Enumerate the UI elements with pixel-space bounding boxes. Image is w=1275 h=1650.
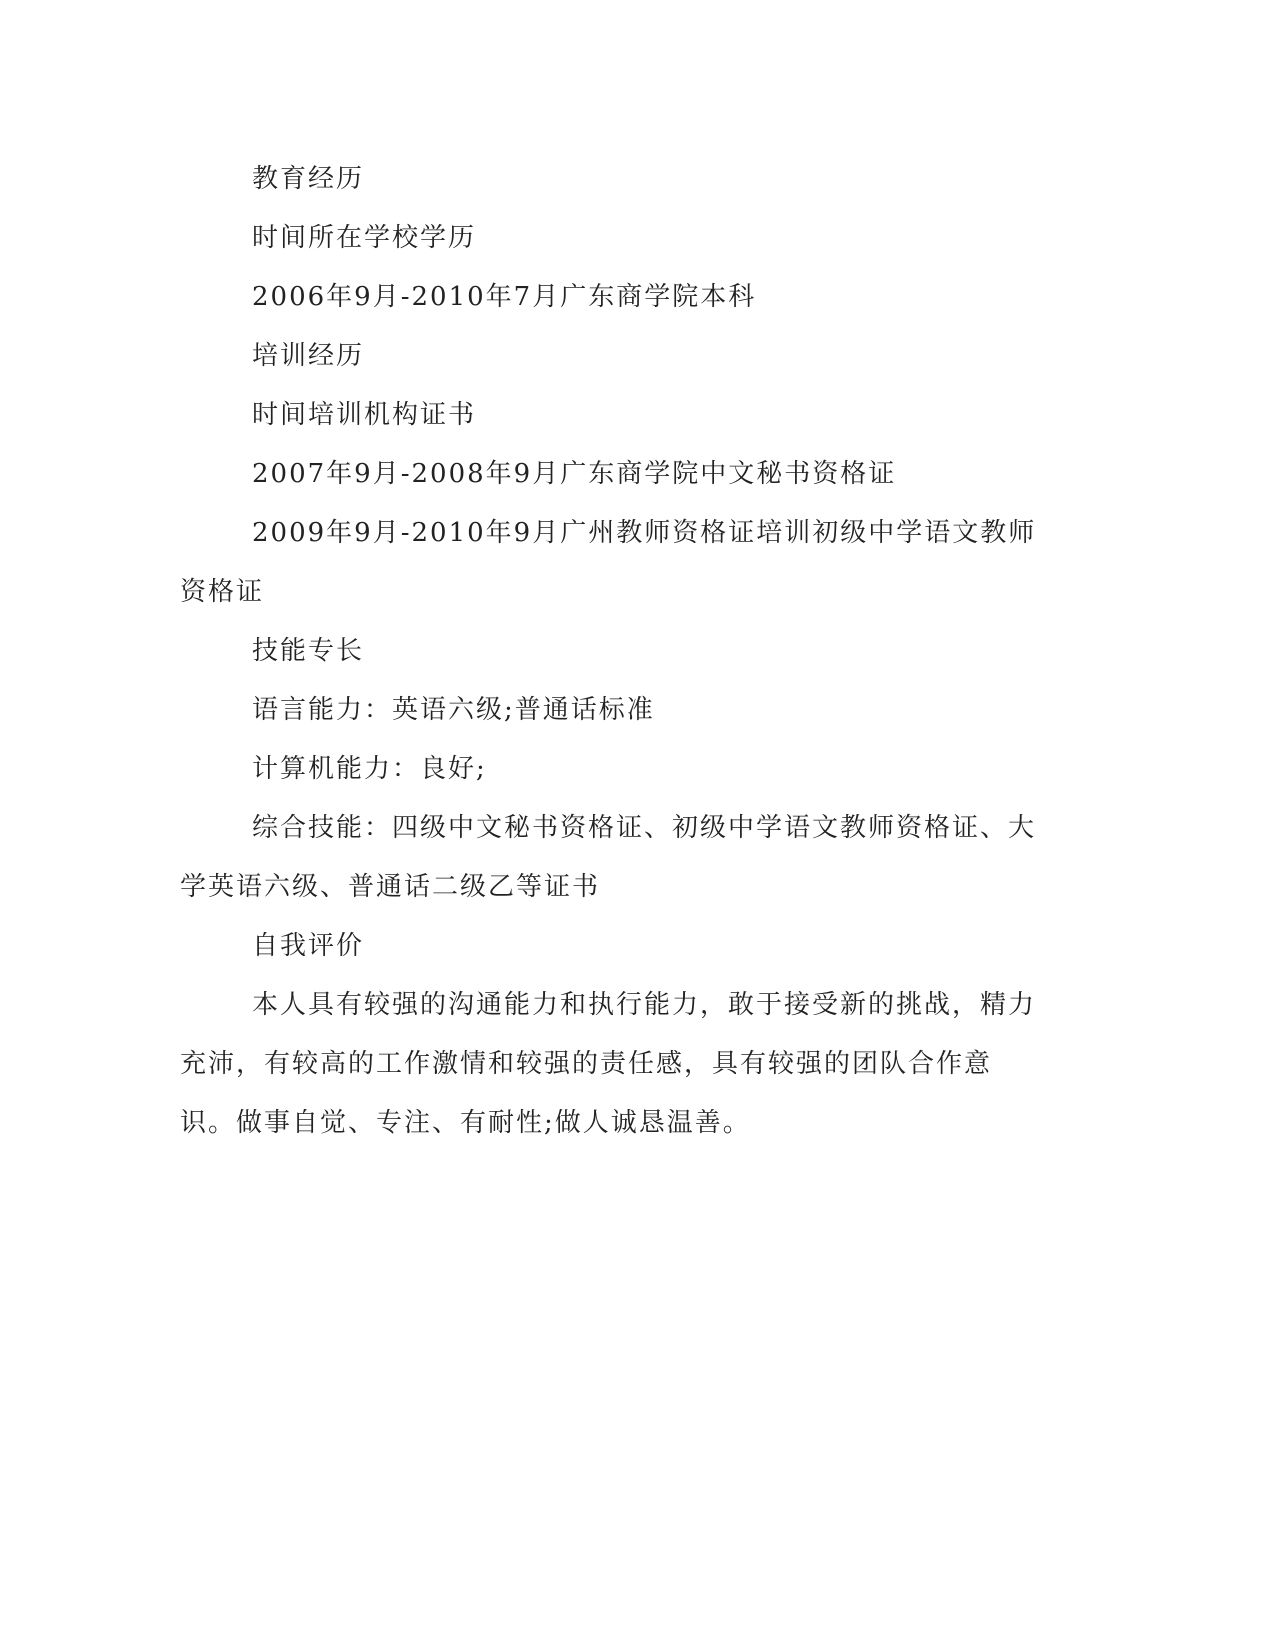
section-heading-training: 培训经历 bbox=[252, 341, 365, 371]
education-column-headers: 时间所在学校学历 bbox=[252, 223, 477, 253]
training-entry-1: 2007年9月-2008年9月广东商学院中文秘书资格证 bbox=[252, 459, 897, 489]
section-heading-skills: 技能专长 bbox=[252, 636, 365, 666]
skill-language: 语言能力：英语六级;普通话标准 bbox=[252, 695, 655, 725]
skill-computer: 计算机能力：良好; bbox=[252, 754, 487, 784]
document-body bbox=[180, 150, 1040, 1153]
section-heading-self-evaluation: 自我评价 bbox=[252, 931, 365, 961]
training-column-headers: 时间培训机构证书 bbox=[252, 400, 477, 430]
education-entry: 2006年9月-2010年7月广东商学院本科 bbox=[252, 282, 757, 312]
training-entry-2: 2009年9月-2010年9月广州教师资格证培训初级中学语文教师资格证 bbox=[180, 518, 1037, 607]
self-evaluation-text: 本人具有较强的沟通能力和执行能力，敢于接受新的挑战，精力充沛，有较高的工作激情和较强的责任感，具有较强的团队合作意识。做事自觉、专注、有耐性;做人诚恳温善。 bbox=[180, 990, 1037, 1138]
section-heading-education: 教育经历 bbox=[252, 164, 365, 194]
skill-comprehensive: 综合技能：四级中文秘书资格证、初级中学语文教师资格证、大学英语六级、普通话二级乙等证书 bbox=[180, 813, 1037, 902]
